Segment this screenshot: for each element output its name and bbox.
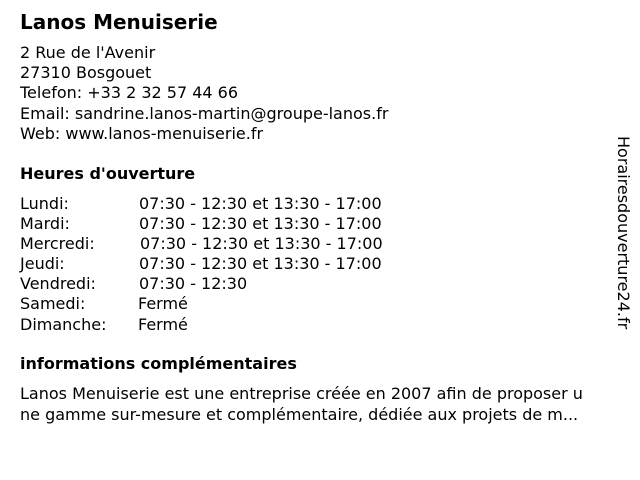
hours-row-wednesday (20, 234, 440, 254)
phone-line: Telefon: +33 2 32 57 44 66 (20, 83, 239, 103)
opening-hours-table (20, 194, 440, 335)
contact-block (20, 43, 388, 144)
description-line-1: Lanos Menuiserie est une entreprise créée en 2007 afin de proposer u (20, 384, 583, 403)
site-watermark: Horairesdouverture24.fr (614, 136, 633, 330)
description-text (20, 384, 632, 425)
time-value: 07:30 - 12:30 et 13:30 - 17:00 (139, 194, 382, 213)
city-line: 27310 Bosgouet (20, 63, 152, 83)
description-line-2: ne gamme sur-mesure et complémentaire, dédiée aux projets de m... (20, 404, 579, 424)
day-label: Dimanche: (20, 314, 107, 334)
web-line: Web: www.lanos-menuiserie.fr (20, 123, 264, 143)
hours-row-tuesday (20, 214, 440, 234)
day-label: Samedi: (20, 294, 86, 314)
street-address: 2 Rue de l'Avenir (20, 43, 156, 62)
email-line: Email: sandrine.lanos-martin@groupe-lanos.fr (20, 103, 389, 123)
hours-row-sunday (20, 315, 440, 335)
time-value: Fermé (138, 314, 188, 334)
day-label: Jeudi: (20, 254, 65, 274)
time-value: 07:30 - 12:30 et 13:30 - 17:00 (140, 234, 383, 254)
hours-row-saturday (20, 294, 440, 314)
hours-row-friday (20, 274, 440, 294)
hours-row-monday (20, 194, 440, 214)
info-heading: informations complémentaires (20, 354, 297, 373)
day-label: Vendredi: (20, 274, 96, 294)
business-name: Lanos Menuiserie (20, 10, 218, 34)
hours-row-thursday (20, 254, 440, 274)
day-label: Mercredi: (20, 234, 95, 254)
time-value: Fermé (138, 294, 188, 314)
day-label: Lundi: (20, 194, 69, 213)
hours-heading: Heures d'ouverture (20, 164, 196, 183)
time-value: 07:30 - 12:30 (139, 274, 248, 294)
day-label: Mardi: (20, 214, 70, 234)
time-value: 07:30 - 12:30 et 13:30 - 17:00 (139, 214, 382, 234)
time-value: 07:30 - 12:30 et 13:30 - 17:00 (139, 254, 382, 274)
